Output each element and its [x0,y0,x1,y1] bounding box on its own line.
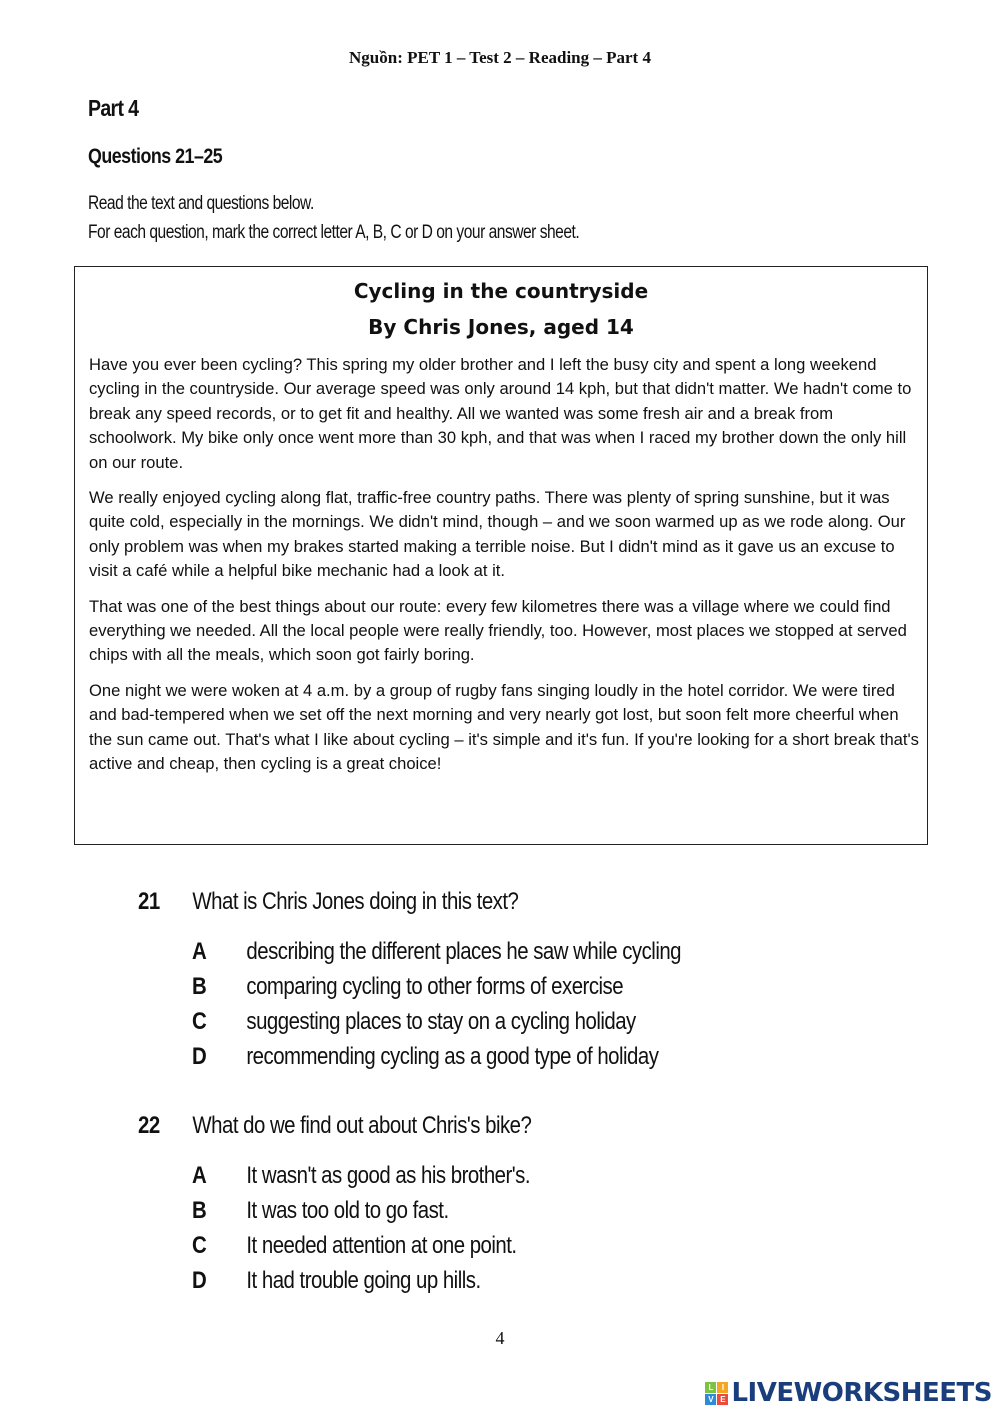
option-letter: A [192,1162,207,1189]
option[interactable] [192,1232,517,1260]
option-letter: A [192,938,207,965]
option-text: comparing cycling to other forms of exercise [246,973,624,1000]
badge-letter: E [717,1394,728,1405]
badge-letter: I [717,1382,728,1393]
option-letter: C [192,1232,207,1259]
article-paragraph: That was one of the best things about our route: every few kilometres there was a village where we could find everything we needed. All the local people were really friendly, too. However, most places we stopped at served chips with all the meals, which soon got fairly boring. [89,596,907,665]
option-text: It had trouble going up hills. [246,1267,481,1294]
article-byline: By Chris Jones, aged 14 [368,315,634,339]
logo-text: LIVEWORKSHEETS [731,1378,992,1408]
question-number: 21 [138,888,160,915]
option-text: It wasn't as good as his brother's. [246,1162,531,1189]
questions-heading: Questions 21–25 [88,145,223,168]
question-22 [138,1112,531,1140]
page-number: 4 [495,1328,505,1348]
option-letter: B [192,1197,207,1224]
option[interactable] [192,1197,449,1225]
option[interactable] [192,1008,636,1036]
option-text: recommending cycling as a good type of holiday [246,1043,659,1070]
article-paragraph: One night we were woken at 4 a.m. by a group of rugby fans singing loudly in the hotel corridor. We were tired and bad-tempered when we set off the next morning and very nearly got lost, but soon felt more cheerful when the sun came out. That's what I like about cycling – it's simple and it's fun. If you're looking for a short break that's active and cheap, then cycling is a great choice! [89,680,919,774]
question-text: What do we find out about Chris's bike? [192,1112,532,1139]
option-letter: D [192,1267,207,1294]
option-text: suggesting places to stay on a cycling holiday [246,1008,636,1035]
part-heading: Part 4 [88,95,139,121]
liveworksheets-logo[interactable] [705,1378,992,1408]
option-letter: B [192,973,207,1000]
option-text: describing the different places he saw while cycling [246,938,682,965]
article-paragraph: Have you ever been cycling? This spring my older brother and I left the busy city and spent a long weekend cycling in the countryside. Our average speed was only around 14 kph, but that didn't matter. We hadn't come to break any speed records, or to get fit and healthy. All we wanted was some fresh air and a break from schoolwork. My bike only once went more than 30 kph, and that was when I raced my brother down the only hill on our route. [89,355,912,472]
option-text: It needed attention at one point. [246,1232,517,1259]
badge-letter: L [705,1382,716,1393]
article-title: Cycling in the countryside [353,279,649,303]
option-text: It was too old to go fast. [246,1197,449,1224]
badge-letter: V [705,1394,716,1405]
option-letter: D [192,1043,207,1070]
option[interactable] [192,938,681,966]
instruction-line: Read the text and questions below. [88,193,314,214]
question-21 [138,888,518,916]
option[interactable] [192,1162,530,1190]
option[interactable] [192,1043,658,1071]
live-badge-icon [705,1382,728,1405]
article-paragraph: We really enjoyed cycling along flat, traffic-free country paths. There was plenty of spring sunshine, but it was quite cold, especially in the mornings. We didn't mind, though – and we soon warmed up as we rode along. Our only problem was when my brakes started making a terrible noise. But I didn't mind as it gave us an excuse to visit a café while a helpful bike mechanic had a look at it. [89,488,906,581]
option[interactable] [192,1267,481,1295]
option-letter: C [192,1008,207,1035]
question-number: 22 [138,1112,160,1139]
question-text: What is Chris Jones doing in this text? [192,888,519,915]
option[interactable] [192,973,623,1001]
source-header: Nguồn: PET 1 – Test 2 – Reading – Part 4 [349,48,651,67]
instruction-line: For each question, mark the correct letter A, B, C or D on your answer sheet. [88,222,580,243]
article-box [74,266,928,845]
